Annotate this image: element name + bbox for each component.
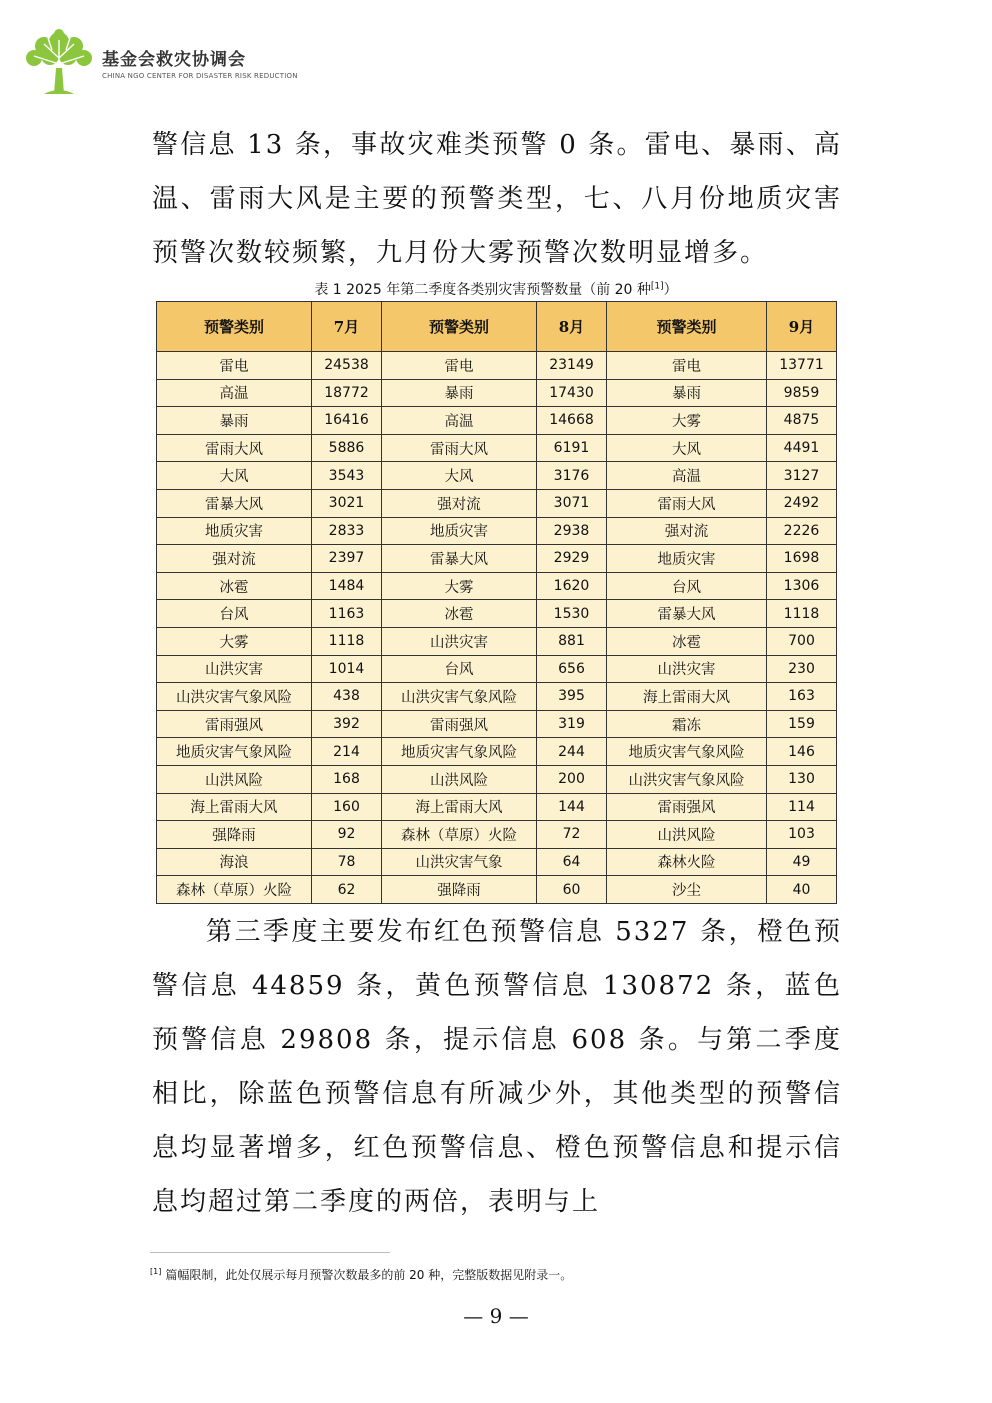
count-cell: 3176: [537, 462, 607, 490]
category-cell: 地质灾害: [157, 517, 312, 545]
table-row: [157, 738, 837, 766]
count-cell: 14668: [537, 407, 607, 435]
category-cell: 地质灾害气象风险: [382, 738, 537, 766]
table-row: [157, 655, 837, 683]
category-cell: 大风: [607, 434, 767, 462]
category-cell: 山洪风险: [157, 765, 312, 793]
category-cell: 雷电: [382, 352, 537, 380]
tree-logo-icon: [22, 28, 96, 96]
count-cell: 244: [537, 738, 607, 766]
count-cell: 1163: [312, 600, 382, 628]
category-cell: 雷电: [607, 352, 767, 380]
footnote-divider: [150, 1252, 390, 1253]
category-cell: 地质灾害气象风险: [157, 738, 312, 766]
table-row: [157, 462, 837, 490]
category-cell: 森林火险: [607, 848, 767, 876]
count-cell: 160: [312, 793, 382, 821]
footnote: [150, 1266, 850, 1283]
table-row: [157, 572, 837, 600]
count-cell: 2938: [537, 517, 607, 545]
category-cell: 暴雨: [382, 379, 537, 407]
count-cell: 62: [312, 876, 382, 904]
count-cell: 1484: [312, 572, 382, 600]
count-cell: 24538: [312, 352, 382, 380]
category-cell: 山洪灾害气象风险: [382, 683, 537, 711]
count-cell: 146: [767, 738, 837, 766]
count-cell: 1620: [537, 572, 607, 600]
count-cell: 114: [767, 793, 837, 821]
count-cell: 1306: [767, 572, 837, 600]
category-cell: 高温: [157, 379, 312, 407]
count-cell: 1698: [767, 545, 837, 573]
count-cell: 72: [537, 821, 607, 849]
category-cell: 海上雷雨大风: [607, 683, 767, 711]
category-cell: 大雾: [382, 572, 537, 600]
count-cell: 3543: [312, 462, 382, 490]
count-cell: 64: [537, 848, 607, 876]
count-cell: 5886: [312, 434, 382, 462]
count-cell: 214: [312, 738, 382, 766]
count-cell: 700: [767, 627, 837, 655]
count-cell: 2929: [537, 545, 607, 573]
table-row: [157, 407, 837, 435]
category-cell: 台风: [607, 572, 767, 600]
table-row: [157, 765, 837, 793]
category-cell: 山洪风险: [607, 821, 767, 849]
warning-count-table: [156, 301, 837, 904]
table-row: [157, 434, 837, 462]
table-row: [157, 517, 837, 545]
count-cell: 392: [312, 710, 382, 738]
count-cell: 1530: [537, 600, 607, 628]
category-cell: 雷雨强风: [157, 710, 312, 738]
count-cell: 3127: [767, 462, 837, 490]
category-cell: 强对流: [382, 489, 537, 517]
category-cell: 山洪风险: [382, 765, 537, 793]
count-cell: 2397: [312, 545, 382, 573]
table-row: [157, 489, 837, 517]
table-row: [157, 600, 837, 628]
count-cell: 144: [537, 793, 607, 821]
category-cell: 大风: [382, 462, 537, 490]
category-cell: 森林（草原）火险: [157, 876, 312, 904]
count-cell: 23149: [537, 352, 607, 380]
count-cell: 4875: [767, 407, 837, 435]
organization-block: [102, 45, 298, 80]
category-cell: 高温: [382, 407, 537, 435]
count-cell: 438: [312, 683, 382, 711]
count-cell: 1118: [767, 600, 837, 628]
page-number: — 9 —: [463, 1304, 529, 1328]
count-cell: 3071: [537, 489, 607, 517]
table-caption-close: ）: [663, 282, 678, 298]
category-cell: 暴雨: [607, 379, 767, 407]
column-header-month: 9月: [767, 302, 837, 352]
organization-english-name: CHINA NGO CENTER FOR DISASTER RISK REDUCTION: [102, 71, 298, 80]
table-row: [157, 821, 837, 849]
category-cell: 大风: [157, 462, 312, 490]
count-cell: 2226: [767, 517, 837, 545]
table-row: [157, 379, 837, 407]
category-cell: 雷暴大风: [607, 600, 767, 628]
count-cell: 200: [537, 765, 607, 793]
category-cell: 雷雨强风: [607, 793, 767, 821]
count-cell: 1118: [312, 627, 382, 655]
count-cell: 4491: [767, 434, 837, 462]
category-cell: 雷雨强风: [382, 710, 537, 738]
category-cell: 强降雨: [382, 876, 537, 904]
category-cell: 山洪灾害: [607, 655, 767, 683]
category-cell: 冰雹: [607, 627, 767, 655]
page-header: [22, 28, 298, 96]
body-paragraph-2: 第三季度主要发布红色预警信息 5327 条，橙色预警信息 44859 条，黄色预警信息 130872 条，蓝色预警信息 29808 条，提示信息 608 条。与第二季度相比，除蓝色预警信息有所减少外，其他类型的预警信息均显著增多，红色预警信息、橙色预警信息和提示信息均超过第二季度的两倍，表明与上: [152, 917, 842, 1217]
organization-name: 基金会救灾协调会: [102, 49, 246, 70]
category-cell: 高温: [607, 462, 767, 490]
column-header-category: 预警类别: [157, 302, 312, 352]
column-header-month: 8月: [537, 302, 607, 352]
category-cell: 霜冻: [607, 710, 767, 738]
column-header-month: 7月: [312, 302, 382, 352]
count-cell: 60: [537, 876, 607, 904]
category-cell: 山洪灾害: [157, 655, 312, 683]
table-row: [157, 352, 837, 380]
count-cell: 9859: [767, 379, 837, 407]
count-cell: 3021: [312, 489, 382, 517]
count-cell: 1014: [312, 655, 382, 683]
category-cell: 地质灾害气象风险: [607, 738, 767, 766]
count-cell: 18772: [312, 379, 382, 407]
category-cell: 强降雨: [157, 821, 312, 849]
category-cell: 台风: [157, 600, 312, 628]
table-row: [157, 848, 837, 876]
column-header-category: 预警类别: [382, 302, 537, 352]
count-cell: 13771: [767, 352, 837, 380]
category-cell: 雷暴大风: [382, 545, 537, 573]
count-cell: 168: [312, 765, 382, 793]
count-cell: 881: [537, 627, 607, 655]
table-caption-footnote-ref: [1]: [650, 281, 664, 292]
count-cell: 130: [767, 765, 837, 793]
category-cell: 强对流: [157, 545, 312, 573]
category-cell: 大雾: [157, 627, 312, 655]
category-cell: 雷雨大风: [157, 434, 312, 462]
category-cell: 海浪: [157, 848, 312, 876]
category-cell: 地质灾害: [382, 517, 537, 545]
count-cell: 159: [767, 710, 837, 738]
table-row: [157, 710, 837, 738]
count-cell: 78: [312, 848, 382, 876]
table-row: [157, 876, 837, 904]
footnote-text: 篇幅限制，此处仅展示每月预警次数最多的前 20 种，完整版数据见附录一。: [165, 1268, 573, 1282]
count-cell: 656: [537, 655, 607, 683]
category-cell: 雷雨大风: [382, 434, 537, 462]
column-header-category: 预警类别: [607, 302, 767, 352]
table-header: [157, 302, 837, 352]
count-cell: 163: [767, 683, 837, 711]
table-header-row: [157, 302, 837, 352]
category-cell: 冰雹: [382, 600, 537, 628]
category-cell: 地质灾害: [607, 545, 767, 573]
category-cell: 山洪灾害气象风险: [157, 683, 312, 711]
category-cell: 森林（草原）火险: [382, 821, 537, 849]
category-cell: 山洪灾害气象: [382, 848, 537, 876]
count-cell: 2492: [767, 489, 837, 517]
table-row: [157, 545, 837, 573]
table-row: [157, 683, 837, 711]
category-cell: 海上雷雨大风: [382, 793, 537, 821]
count-cell: 230: [767, 655, 837, 683]
table-row: [157, 793, 837, 821]
table-row: [157, 627, 837, 655]
count-cell: 17430: [537, 379, 607, 407]
count-cell: 6191: [537, 434, 607, 462]
category-cell: 强对流: [607, 517, 767, 545]
category-cell: 雷雨大风: [607, 489, 767, 517]
category-cell: 冰雹: [157, 572, 312, 600]
category-cell: 山洪灾害: [382, 627, 537, 655]
count-cell: 40: [767, 876, 837, 904]
footnote-ref: [1]: [150, 1267, 162, 1276]
table-caption: [150, 279, 842, 299]
category-cell: 沙尘: [607, 876, 767, 904]
count-cell: 103: [767, 821, 837, 849]
count-cell: 2833: [312, 517, 382, 545]
category-cell: 山洪灾害气象风险: [607, 765, 767, 793]
count-cell: 395: [537, 683, 607, 711]
count-cell: 92: [312, 821, 382, 849]
category-cell: 暴雨: [157, 407, 312, 435]
category-cell: 海上雷雨大风: [157, 793, 312, 821]
table-caption-text: 表 1 2025 年第二季度各类别灾害预警数量（前 20 种: [314, 282, 651, 298]
count-cell: 319: [537, 710, 607, 738]
category-cell: 大雾: [607, 407, 767, 435]
count-cell: 49: [767, 848, 837, 876]
body-paragraph-1: 警信息 13 条，事故灾难类预警 0 条。雷电、暴雨、高温、雷雨大风是主要的预警类型，七、八月份地质灾害预警次数较频繁，九月份大雾预警次数明显增多。: [152, 130, 842, 268]
category-cell: 雷电: [157, 352, 312, 380]
category-cell: 雷暴大风: [157, 489, 312, 517]
category-cell: 台风: [382, 655, 537, 683]
count-cell: 16416: [312, 407, 382, 435]
table-body: [157, 352, 837, 904]
